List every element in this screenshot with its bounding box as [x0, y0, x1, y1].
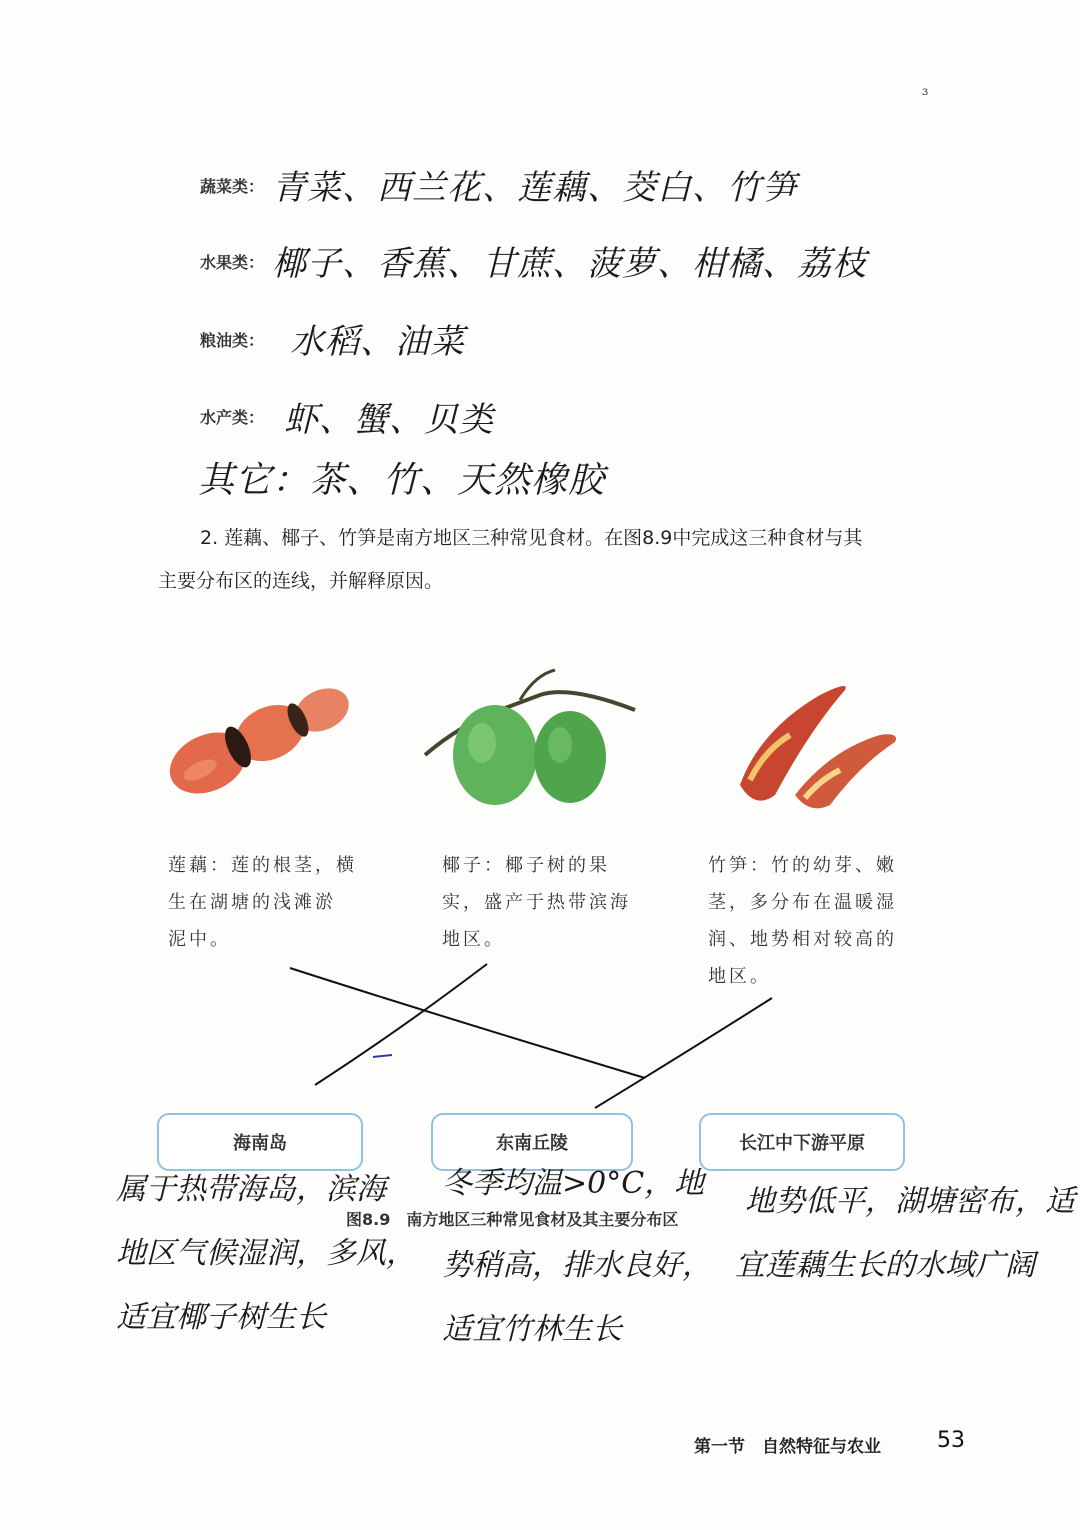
line-bamboo-to-hills	[595, 998, 772, 1108]
line-coconut-to-hainan	[315, 964, 487, 1085]
desc-line: 泥中。	[168, 929, 231, 950]
category-label-fruits: 水果类：	[200, 253, 265, 272]
category-answer-grain-oil: 水稻、油菜	[290, 322, 465, 362]
explanation-line: 冬季均温>0°C，地	[442, 1166, 705, 1201]
explanation-line: 地势低平，湖塘密布，适	[745, 1184, 1075, 1219]
category-answer-vegetables: 青菜、西兰花、莲藕、茭白、竹笋	[272, 168, 797, 208]
region-yangtze-plain: 长江中下游平原	[699, 1113, 905, 1171]
desc-line: 地区。	[442, 929, 505, 950]
region-hainan: 海南岛	[157, 1113, 363, 1171]
desc-line: 地区。	[708, 966, 771, 987]
category-label-grain-oil: 粮油类：	[200, 331, 265, 350]
explanation-hainan	[116, 1158, 416, 1350]
region-southeast-hills: 东南丘陵	[431, 1113, 633, 1171]
desc-line: 椰子：椰子树的果	[442, 855, 610, 876]
explanation-line: 宜莲藕生长的水域广阔	[735, 1248, 1035, 1283]
explanation-yangtze-plain	[735, 1170, 1075, 1298]
desc-line: 润、地势相对较高的	[708, 929, 897, 950]
category-answer-aquatic: 虾、蟹、贝类	[284, 400, 494, 440]
page-number: 53	[937, 1428, 965, 1453]
question-line-1: 2. 莲藕、椰子、竹笋是南方地区三种常见食材。在图8.9中完成这三种食材与其	[200, 527, 863, 549]
desc-line: 实，盛产于热带滨海	[442, 892, 631, 913]
line-lotus-to-plain	[290, 968, 645, 1078]
pen-dot	[373, 1055, 392, 1057]
category-answer-fruits: 椰子、香蕉、甘蔗、菠萝、柑橘、荔枝	[272, 244, 867, 284]
category-label-aquatic: 水产类：	[200, 408, 265, 427]
desc-line: 生在湖塘的浅滩淤	[168, 892, 336, 913]
stray-mark: ɜ	[922, 84, 929, 98]
other-note: 其它：茶、竹、天然橡胶	[198, 460, 606, 501]
desc-line: 莲藕：莲的根茎，横	[168, 855, 357, 876]
desc-line: 茎，多分布在温暖湿	[708, 892, 897, 913]
figure-caption: 图8.9 南方地区三种常见食材及其主要分布区	[346, 1210, 679, 1229]
explanation-line: 适宜竹林生长	[442, 1312, 622, 1347]
category-label-vegetables: 蔬菜类：	[200, 177, 265, 196]
explanation-southeast-hills	[442, 1152, 712, 1362]
footer-section-title: 第一节 自然特征与农业	[694, 1437, 881, 1457]
explanation-line: 属于热带海岛，滨海	[116, 1172, 386, 1207]
desc-line: 竹笋：竹的幼芽、嫩	[708, 855, 897, 876]
explanation-line: 地区气候湿润，多风，	[116, 1236, 416, 1271]
question-line-2: 主要分布区的连线，并解释原因。	[158, 570, 444, 592]
explanation-line: 适宜椰子树生长	[116, 1300, 326, 1335]
explanation-line: 势稍高，排水良好，	[442, 1248, 712, 1283]
